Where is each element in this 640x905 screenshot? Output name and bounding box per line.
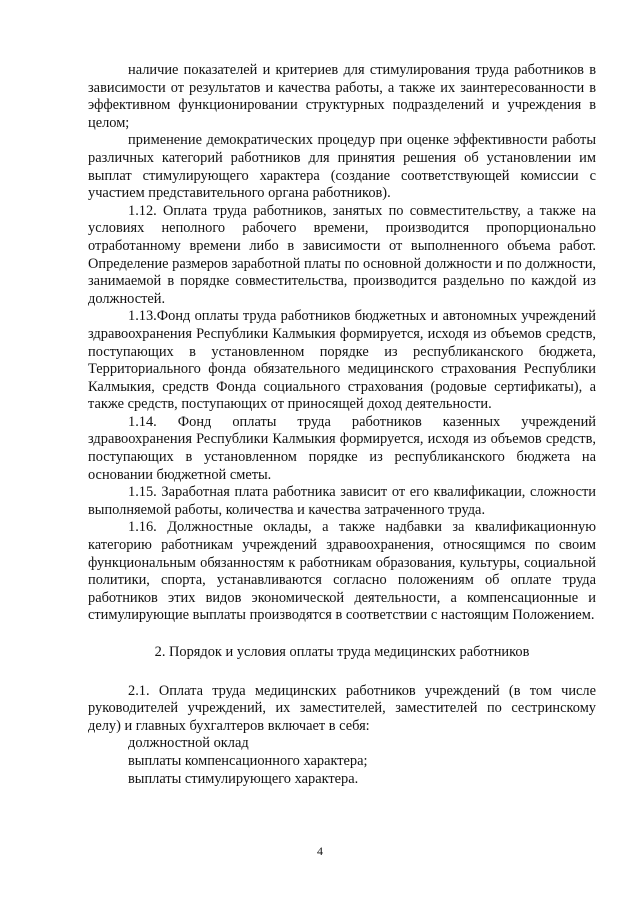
paragraph-1-12: 1.12. Оплата труда работников, занятых по совместительству, а также на условиях неполного рабочего времени, производится пропорционально отработанному времени либо в зависимости от выполненного объема работ. Определение размеров заработной платы по основной должности и по должности, занимаемой в порядке совместительства, производится раздельно по каждой из должностей. <box>88 202 596 307</box>
paragraph-1-14: 1.14. Фонд оплаты труда работников казенных учреждений здравоохранения Республики Калмыкия формируется, исходя из объемов средств, поступающих в установленном порядке из республиканского бюджета на основании бюджетной сметы. <box>88 413 596 483</box>
paragraph-criteria: наличие показателей и критериев для стимулирования труда работников в зависимости от результатов и качества работы, а также их заинтересованности в эффективном функционировании структурных подразделений и учреждения в целом; <box>88 62 596 131</box>
paragraph-democratic-procedures: применение демократических процедур при оценке эффективности работы различных категорий работников для принятия решения об установлении им выплат стимулирующего характера (создание соответствующей комиссии с участием представительного органа работников). <box>88 132 596 202</box>
body-text <box>88 62 596 788</box>
list-item: выплаты компенсационного характера; <box>128 752 368 769</box>
page-number: 4 <box>317 844 323 858</box>
section-heading: 2. Порядок и условия оплаты труда медицинских работников <box>154 644 530 660</box>
paragraph-1-13: 1.13.Фонд оплаты труда работников бюджетных и автономных учреждений здравоохранения Республики Калмыкия формируется, исходя из объемов средств, поступающих в установленном порядке из республиканского бюджета, Территориального фонда обязательного медицинского страхования Республики Калмыкия, средств Фонда социального страхования (родовые сертификаты), а также средств, поступающих от приносящей доход деятельности. <box>88 308 596 413</box>
paragraph-1-15: 1.15. Заработная плата работника зависит от его квалификации, сложности выполняемой работы, количества и качества затраченного труда. <box>88 484 596 518</box>
paragraph-1-16: 1.16. Должностные оклады, а также надбавки за квалификационную категорию работникам учреждений здравоохранения, относящимся по своим функциональным обязанностям к работникам образования, культуры, социальной политики, спорта, устанавливаются согласно положениям об оплате труда работников этих видов экономической деятельности, а компенсационные и стимулирующие выплаты производятся в соответствии с настоящим Положением. <box>88 519 596 624</box>
paragraph-2-1: 2.1. Оплата труда медицинских работников учреждений (в том числе руководителей учреждений, их заместителей, заместителей по сестринскому делу) и главных бухгалтеров включает в себя: <box>88 682 596 734</box>
list-item: должностной оклад <box>128 735 249 752</box>
list-item: выплаты стимулирующего характера. <box>128 770 359 787</box>
